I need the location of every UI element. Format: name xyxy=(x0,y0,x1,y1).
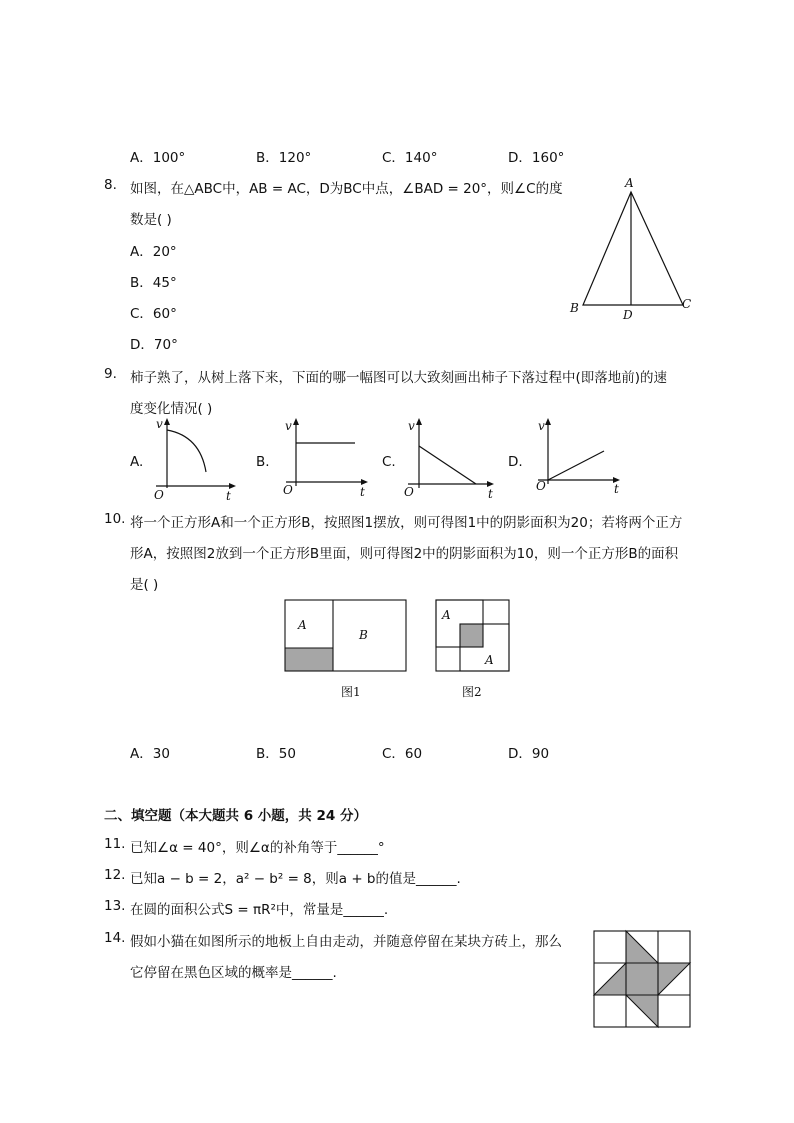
q10-figure-1 xyxy=(283,598,409,706)
label-b: B xyxy=(359,628,368,642)
q12-text: 已知a − b = 2，a² − b² = 8，则a + b的值是______. xyxy=(130,871,461,887)
decreasing-line xyxy=(419,446,476,484)
q9-text-line1: 柿子熟了，从树上落下来，下面的哪一幅图可以大致刻画出柿子下落过程中(即落地前)的速 xyxy=(130,370,668,386)
increasing-line xyxy=(548,451,604,480)
t-label: t xyxy=(614,482,619,496)
y-arrow xyxy=(164,418,170,425)
label-c: C xyxy=(682,297,692,311)
q9-number: 9. xyxy=(104,366,117,382)
label-a: A xyxy=(298,618,307,632)
overlap-shaded xyxy=(460,624,483,647)
label-a1: A xyxy=(442,608,451,622)
q14-text-line1: 假如小猫在如图所示的地板上自由走动，并随意停留在某块方砖上，那么 xyxy=(130,934,562,950)
q8-text-line1: 如图，在△ABC中，AB = AC，D为BC中点，∠BAD = 20°，则∠C的度 xyxy=(130,181,563,197)
v-label: v xyxy=(408,419,415,433)
q10-option-d: D．90 xyxy=(508,746,550,762)
q9-graph-b xyxy=(282,416,372,502)
q9-graph-d xyxy=(534,416,630,502)
triangle-abc xyxy=(583,192,683,305)
q8-option-b: B．45° xyxy=(130,275,177,291)
q10-text-line3: 是( ) xyxy=(130,577,159,593)
q10-text-line1: 将一个正方形A和一个正方形B，按照图1摆放，则可得图1中的阴影面积为20；若将两个正方 xyxy=(130,515,683,531)
q13-text: 在圆的面积公式S = πR²中，常量是______. xyxy=(130,902,389,918)
t-label: t xyxy=(226,489,231,502)
q10-text-line2: 形A，按照图2放到一个正方形B里面，则可得图2中的阴影面积为10，则一个正方形B的面积 xyxy=(130,546,679,562)
o-label: O xyxy=(154,488,164,502)
q11-number: 11. xyxy=(104,836,126,852)
y-arrow xyxy=(416,418,422,425)
q9-option-a-label: A. xyxy=(130,454,144,470)
label-d: D xyxy=(623,308,633,322)
section-heading: 二、填空题（本大题共 6 小题，共 24 分） xyxy=(104,808,367,824)
q13-number: 13. xyxy=(104,898,126,914)
q7-option-a: A．100° xyxy=(130,150,186,166)
v-label: v xyxy=(538,419,545,433)
q10-number: 10. xyxy=(104,511,126,527)
q10-figure-2 xyxy=(434,598,514,706)
q8-triangle-figure xyxy=(565,174,700,324)
q7-option-b: B．120° xyxy=(256,150,312,166)
shaded-pinwheel xyxy=(594,931,690,1027)
q9-option-b-label: B. xyxy=(256,454,270,470)
q8-text-line2: 数是( ) xyxy=(130,212,172,228)
q11-text: 已知∠α = 40°，则∠α的补角等于______° xyxy=(130,840,385,856)
q9-graph-a xyxy=(150,416,240,502)
q12-number: 12. xyxy=(104,867,126,883)
q14-number: 14. xyxy=(104,930,126,946)
q7-option-d: D．160° xyxy=(508,150,565,166)
v-label: v xyxy=(156,417,163,431)
q8-option-d: D．70° xyxy=(130,337,178,353)
t-label: t xyxy=(360,485,365,499)
q8-number: 8. xyxy=(104,177,117,193)
q8-option-c: C．60° xyxy=(130,306,177,322)
label-b: B xyxy=(570,301,579,315)
q9-option-d-label: D. xyxy=(508,454,523,470)
q9-graph-c xyxy=(402,416,498,502)
q14-tile-grid xyxy=(591,928,695,1032)
v-label: v xyxy=(285,419,292,433)
q8-option-a: A．20° xyxy=(130,244,177,260)
square-a-shaded xyxy=(285,648,333,671)
t-label: t xyxy=(488,487,493,501)
q10-option-a: A．30 xyxy=(130,746,170,762)
q10-option-b: B．50 xyxy=(256,746,296,762)
q7-option-c: C．140° xyxy=(382,150,438,166)
curve xyxy=(167,430,206,472)
o-label: O xyxy=(283,483,293,497)
y-arrow xyxy=(545,418,551,425)
q9-text-line2: 度变化情况( ) xyxy=(130,401,213,417)
label-a2: A xyxy=(485,653,494,667)
y-arrow xyxy=(293,418,299,425)
q9-option-c-label: C. xyxy=(382,454,396,470)
caption-fig2: 图2 xyxy=(462,685,482,699)
q14-text-line2: 它停留在黑色区域的概率是______. xyxy=(130,965,337,981)
caption-fig1: 图1 xyxy=(341,685,361,699)
o-label: O xyxy=(536,479,546,493)
q10-option-c: C．60 xyxy=(382,746,423,762)
label-a: A xyxy=(625,176,634,190)
o-label: O xyxy=(404,485,414,499)
